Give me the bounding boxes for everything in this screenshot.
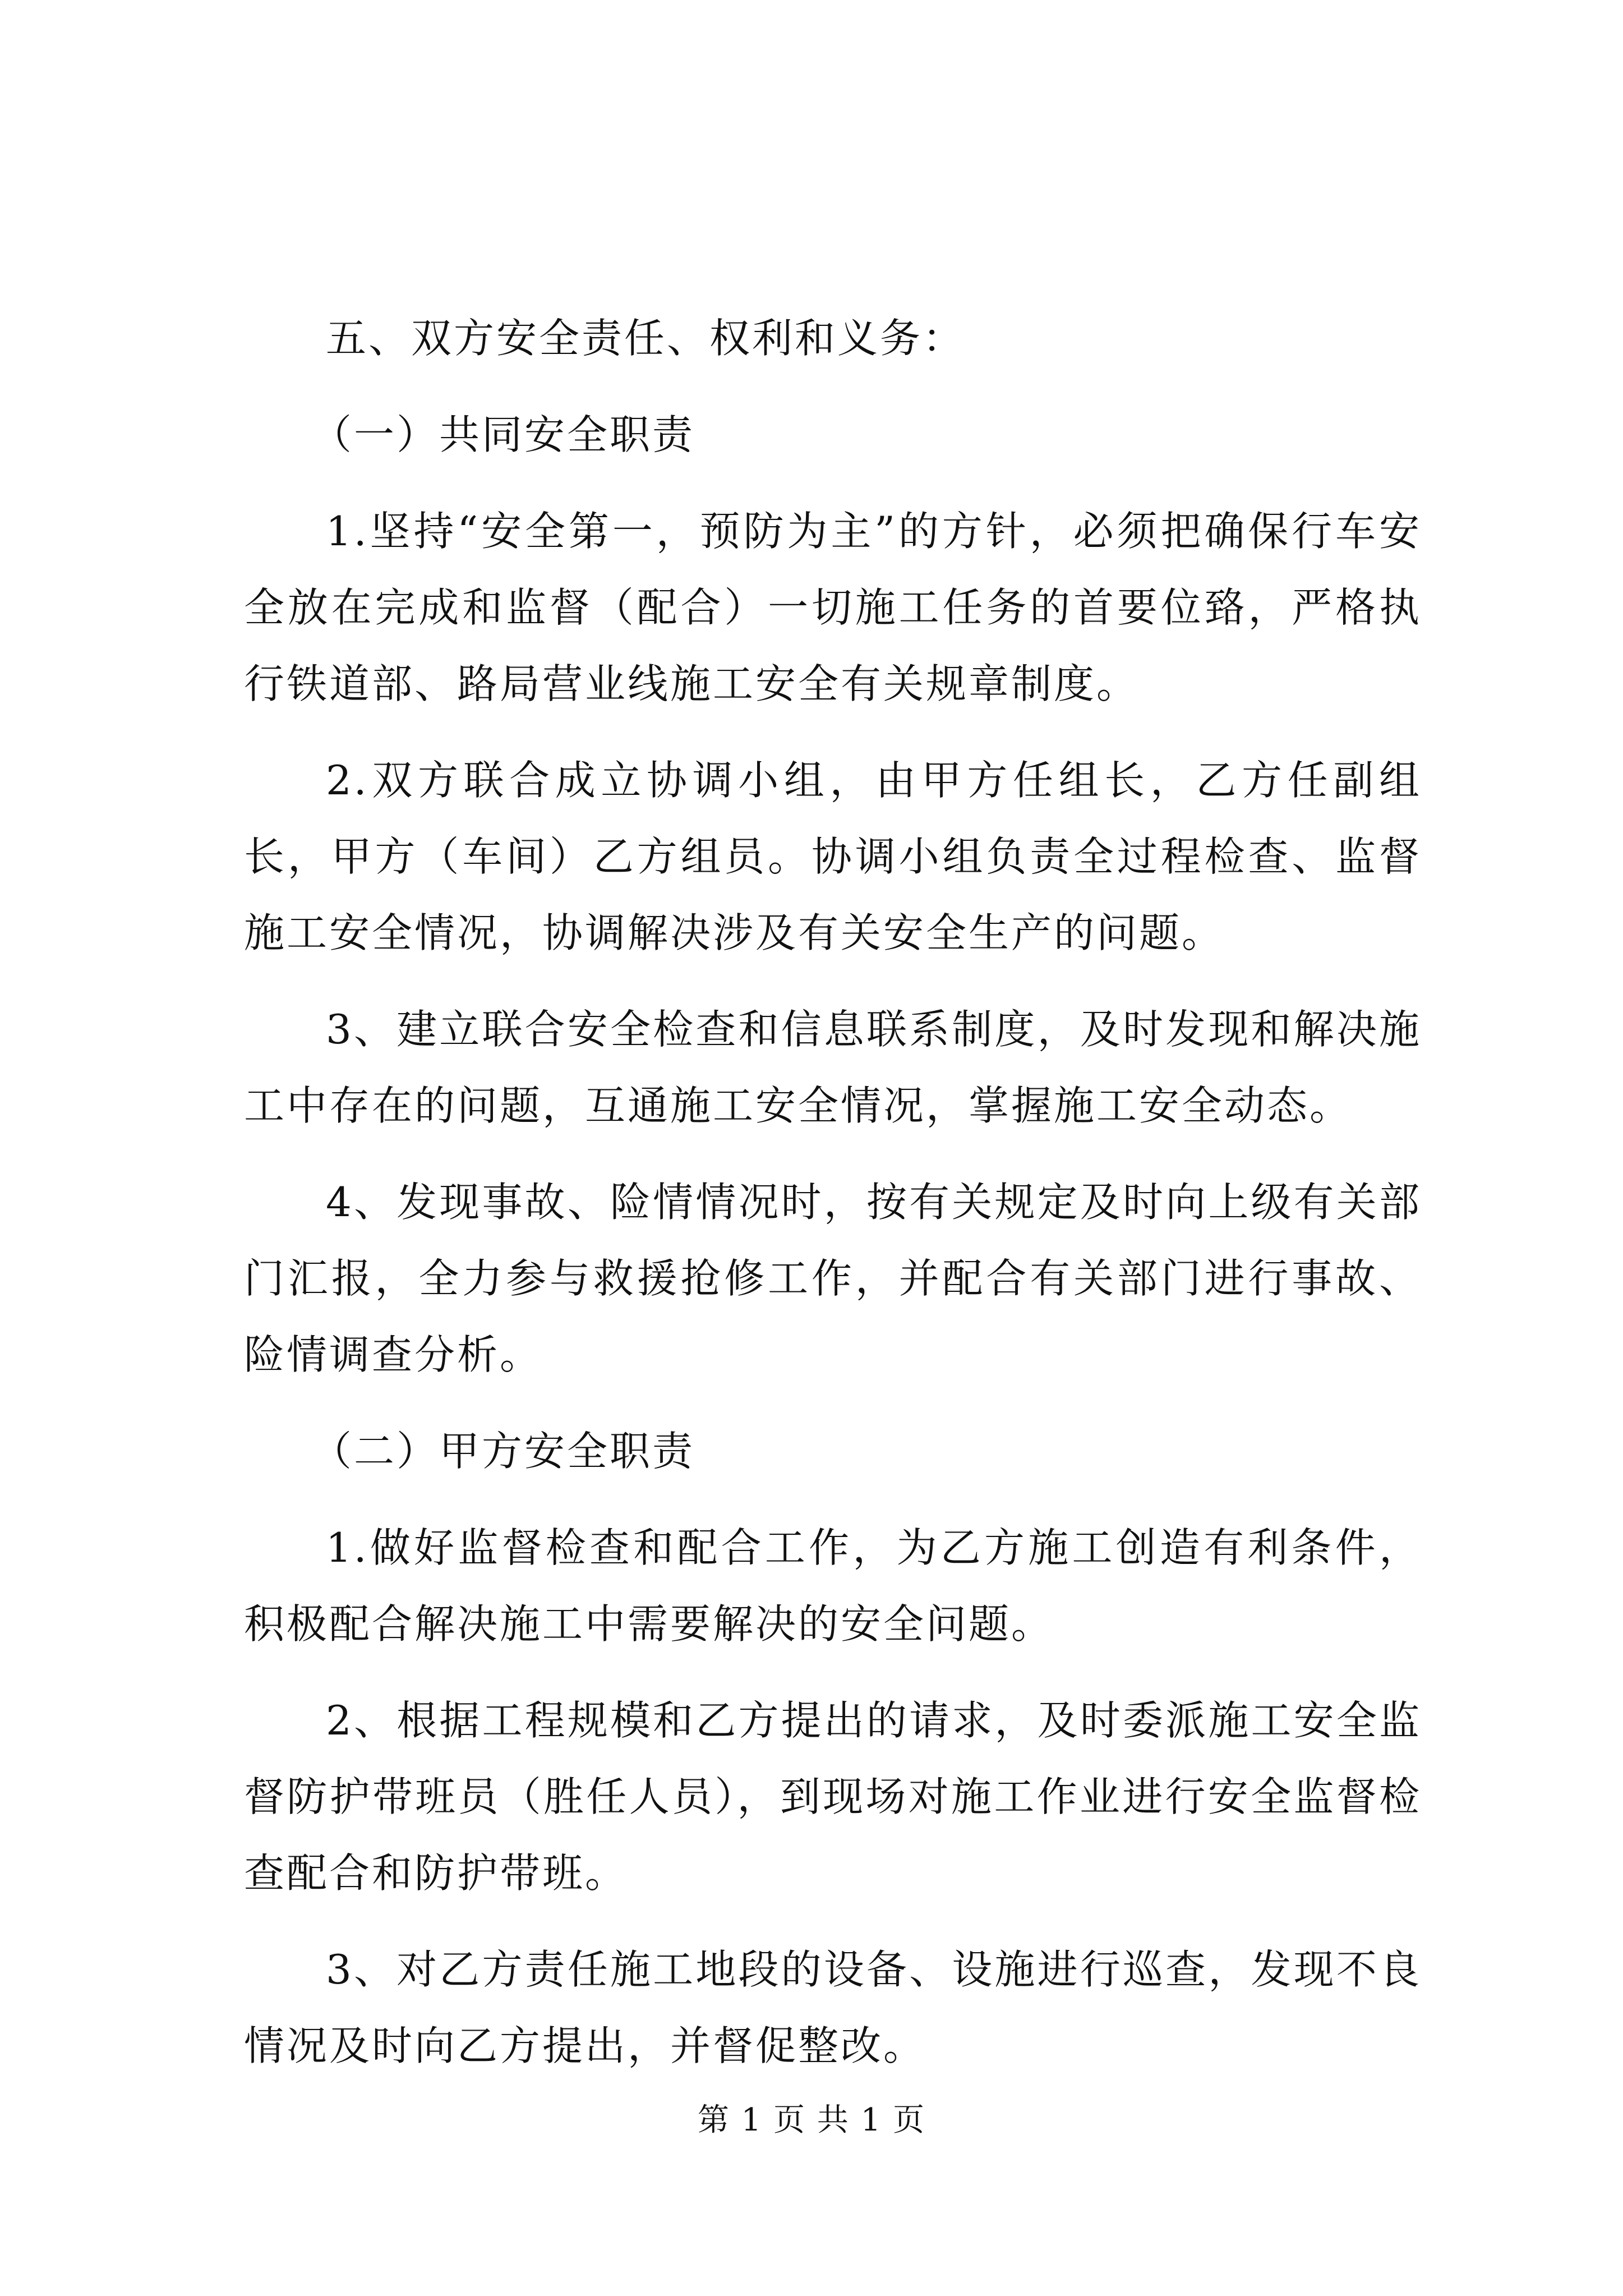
document-body xyxy=(244,300,1422,2084)
paragraph-common-1: 1.坚持“安全第一，预防为主”的方针，必须把确保行车安全放在完成和监督（配合）一切施工任务的首要位臵，严格执行铁道部、路局营业线施工安全有关规章制度。 xyxy=(244,508,1422,707)
page-footer: 第 1 页 共 1 页 xyxy=(697,2102,926,2138)
subsection-heading-common-duties: （一）共同安全职责 xyxy=(311,411,695,458)
paragraph-common-4: 4、发现事故、险情情况时，按有关规定及时向上级有关部门汇报，全力参与救援抢修工作，并配合有关部门进行事故、险情调查分析。 xyxy=(244,1179,1422,1378)
paragraph-party-a-3: 3、对乙方责任施工地段的设备、设施进行巡查，发现不良情况及时向乙方提出，并督促整改。 xyxy=(244,1946,1422,2069)
paragraph-party-a-1: 1.做好监督检查和配合工作，为乙方施工创造有利条件，积极配合解决施工中需要解决的安全问题。 xyxy=(244,1524,1422,1648)
paragraph-common-2: 2.双方联合成立协调小组，由甲方任组长，乙方任副组长，甲方（车间）乙方组员。协调小组负责全过程检查、监督施工安全情况，协调解决涉及有关安全生产的问题。 xyxy=(244,757,1422,956)
paragraph-common-3: 3、建立联合安全检查和信息联系制度，及时发现和解决施工中存在的问题，互通施工安全情况，掌握施工安全动态。 xyxy=(244,1006,1422,1129)
subsection-heading-party-a-duties: （二）甲方安全职责 xyxy=(311,1428,695,1475)
paragraph-party-a-2: 2、根据工程规模和乙方提出的请求，及时委派施工安全监督防护带班员（胜任人员），到现场对施工作业进行安全监督检查配合和防护带班。 xyxy=(244,1697,1422,1897)
section-heading: 五、双方安全责任、权利和义务： xyxy=(326,315,966,362)
